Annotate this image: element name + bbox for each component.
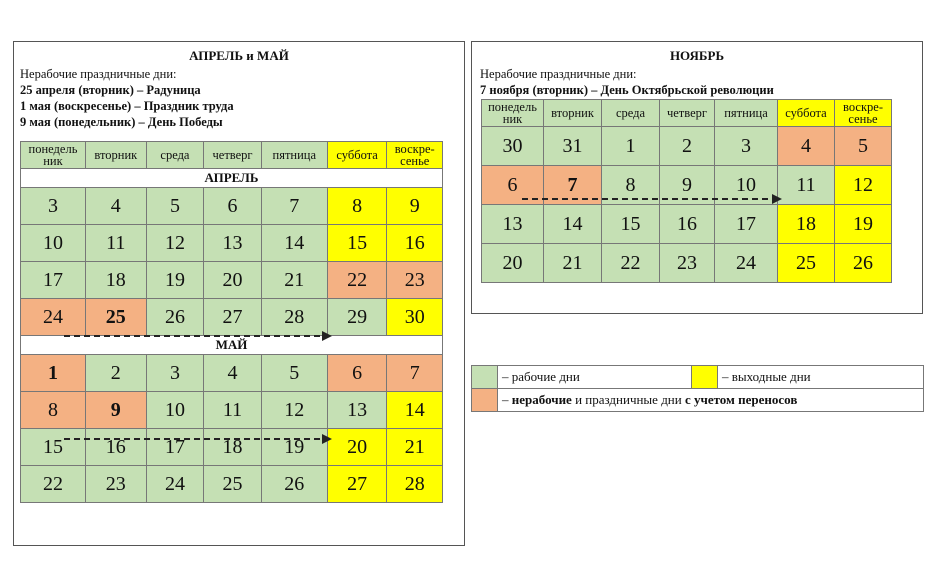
day-cell: 20: [327, 429, 387, 466]
weekday-header-cell: среда: [146, 142, 204, 169]
day-cell: 12: [835, 166, 892, 205]
day-cell: 18: [85, 262, 146, 299]
day-cell: 29: [327, 299, 387, 336]
day-cell: 3: [715, 127, 778, 166]
day-cell: 19: [835, 205, 892, 244]
day-cell: 23: [387, 262, 443, 299]
day-cell: 10: [146, 392, 204, 429]
day-cell: 16: [660, 205, 715, 244]
month-label: МАЙ: [21, 336, 443, 355]
holidays-intro: Нерабочие праздничные дни:: [480, 67, 637, 81]
day-cell: 21: [387, 429, 443, 466]
day-cell: 25: [778, 244, 835, 283]
day-cell: 26: [261, 466, 327, 503]
day-cell: 16: [85, 429, 146, 466]
day-cell: 14: [387, 392, 443, 429]
day-cell: 11: [204, 392, 262, 429]
day-cell: 21: [261, 262, 327, 299]
weekday-header-cell: вторник: [544, 100, 602, 127]
day-cell: 9: [387, 188, 443, 225]
legend-working-label: – рабочие дни: [498, 366, 692, 389]
day-cell: 9: [660, 166, 715, 205]
legend-weekend-swatch: [692, 366, 718, 389]
holiday-item: 9 мая (понедельник) – День Победы: [20, 115, 223, 129]
day-cell: 3: [146, 355, 204, 392]
day-cell: 4: [204, 355, 262, 392]
legend-nonworking-label: [498, 389, 924, 412]
day-cell: 26: [835, 244, 892, 283]
day-cell: 6: [482, 166, 544, 205]
day-cell: 7: [544, 166, 602, 205]
weekday-header-cell: суббота: [778, 100, 835, 127]
day-cell: 5: [146, 188, 204, 225]
day-cell: 22: [602, 244, 660, 283]
day-cell: 18: [204, 429, 262, 466]
day-cell: 16: [387, 225, 443, 262]
day-cell: 5: [835, 127, 892, 166]
day-cell: 8: [21, 392, 86, 429]
day-cell: 6: [204, 188, 262, 225]
day-cell: 8: [602, 166, 660, 205]
day-cell: 22: [327, 262, 387, 299]
day-cell: 21: [544, 244, 602, 283]
day-cell: 5: [261, 355, 327, 392]
transfer-arrow-november: [472, 42, 924, 315]
legend-nonworking-bold: нерабочие: [511, 392, 572, 407]
transfer-arrow-april: [14, 42, 466, 547]
day-cell: 2: [660, 127, 715, 166]
april-may-title: АПРЕЛЬ и МАЙ: [189, 48, 289, 63]
day-cell: 17: [21, 262, 86, 299]
day-cell: 13: [327, 392, 387, 429]
day-cell: 12: [146, 225, 204, 262]
legend: [471, 365, 924, 412]
day-cell: 12: [261, 392, 327, 429]
day-cell: 4: [85, 188, 146, 225]
day-cell: 13: [482, 205, 544, 244]
day-cell: 24: [146, 466, 204, 503]
day-cell: 10: [715, 166, 778, 205]
holiday-item: 7 ноября (вторник) – День Октябрьской революции: [480, 83, 774, 97]
november-title: НОЯБРЬ: [669, 48, 725, 63]
day-cell: 15: [602, 205, 660, 244]
day-cell: 18: [778, 205, 835, 244]
day-cell: 30: [387, 299, 443, 336]
day-cell: 6: [327, 355, 387, 392]
day-cell: 23: [660, 244, 715, 283]
weekday-header-cell: понедель ник: [482, 100, 544, 127]
weekday-header-cell: пятница: [261, 142, 327, 169]
day-cell: 25: [204, 466, 262, 503]
legend-weekend-label: – выходные дни: [718, 366, 924, 389]
day-cell: 26: [146, 299, 204, 336]
day-cell: 28: [387, 466, 443, 503]
weekday-header-cell: понедель ник: [21, 142, 86, 169]
legend-dash: –: [502, 392, 512, 407]
day-cell: 27: [327, 466, 387, 503]
day-cell: 11: [778, 166, 835, 205]
weekday-header-cell: четверг: [204, 142, 262, 169]
day-cell: 1: [602, 127, 660, 166]
holidays-intro: Нерабочие праздничные дни:: [20, 67, 177, 81]
day-cell: 27: [204, 299, 262, 336]
day-cell: 2: [85, 355, 146, 392]
day-cell: 14: [544, 205, 602, 244]
legend-nonworking-mid: и праздничные дни: [571, 392, 685, 407]
weekday-header-cell: вторник: [85, 142, 146, 169]
holiday-item: 25 апреля (вторник) – Радуница: [20, 83, 201, 97]
day-cell: 19: [261, 429, 327, 466]
day-cell: 22: [21, 466, 86, 503]
weekday-header-cell: среда: [602, 100, 660, 127]
weekday-header-cell: воскре- сенье: [835, 100, 892, 127]
day-cell: 24: [715, 244, 778, 283]
day-cell: 25: [85, 299, 146, 336]
day-cell: 9: [85, 392, 146, 429]
day-cell: 3: [21, 188, 86, 225]
day-cell: 4: [778, 127, 835, 166]
weekday-header-cell: суббота: [327, 142, 387, 169]
day-cell: 24: [21, 299, 86, 336]
day-cell: 20: [482, 244, 544, 283]
legend-nonworking-swatch: [472, 389, 498, 412]
weekday-header-cell: четверг: [660, 100, 715, 127]
day-cell: 17: [146, 429, 204, 466]
day-cell: 31: [544, 127, 602, 166]
day-cell: 20: [204, 262, 262, 299]
month-label: АПРЕЛЬ: [21, 169, 443, 188]
day-cell: 30: [482, 127, 544, 166]
day-cell: 7: [387, 355, 443, 392]
day-cell: 28: [261, 299, 327, 336]
holiday-item: 1 мая (воскресенье) – Праздник труда: [20, 99, 234, 113]
day-cell: 17: [715, 205, 778, 244]
weekday-header-cell: пятница: [715, 100, 778, 127]
legend-transfer-bold: с учетом переносов: [684, 392, 798, 407]
day-cell: 10: [21, 225, 86, 262]
day-cell: 11: [85, 225, 146, 262]
day-cell: 15: [21, 429, 86, 466]
april-may-panel: [13, 41, 465, 546]
day-cell: 15: [327, 225, 387, 262]
day-cell: 19: [146, 262, 204, 299]
day-cell: 23: [85, 466, 146, 503]
day-cell: 14: [261, 225, 327, 262]
day-cell: 8: [327, 188, 387, 225]
november-panel: [471, 41, 923, 314]
day-cell: 7: [261, 188, 327, 225]
legend-working-swatch: [472, 366, 498, 389]
day-cell: 13: [204, 225, 262, 262]
day-cell: 1: [21, 355, 86, 392]
weekday-header-cell: воскре- сенье: [387, 142, 443, 169]
